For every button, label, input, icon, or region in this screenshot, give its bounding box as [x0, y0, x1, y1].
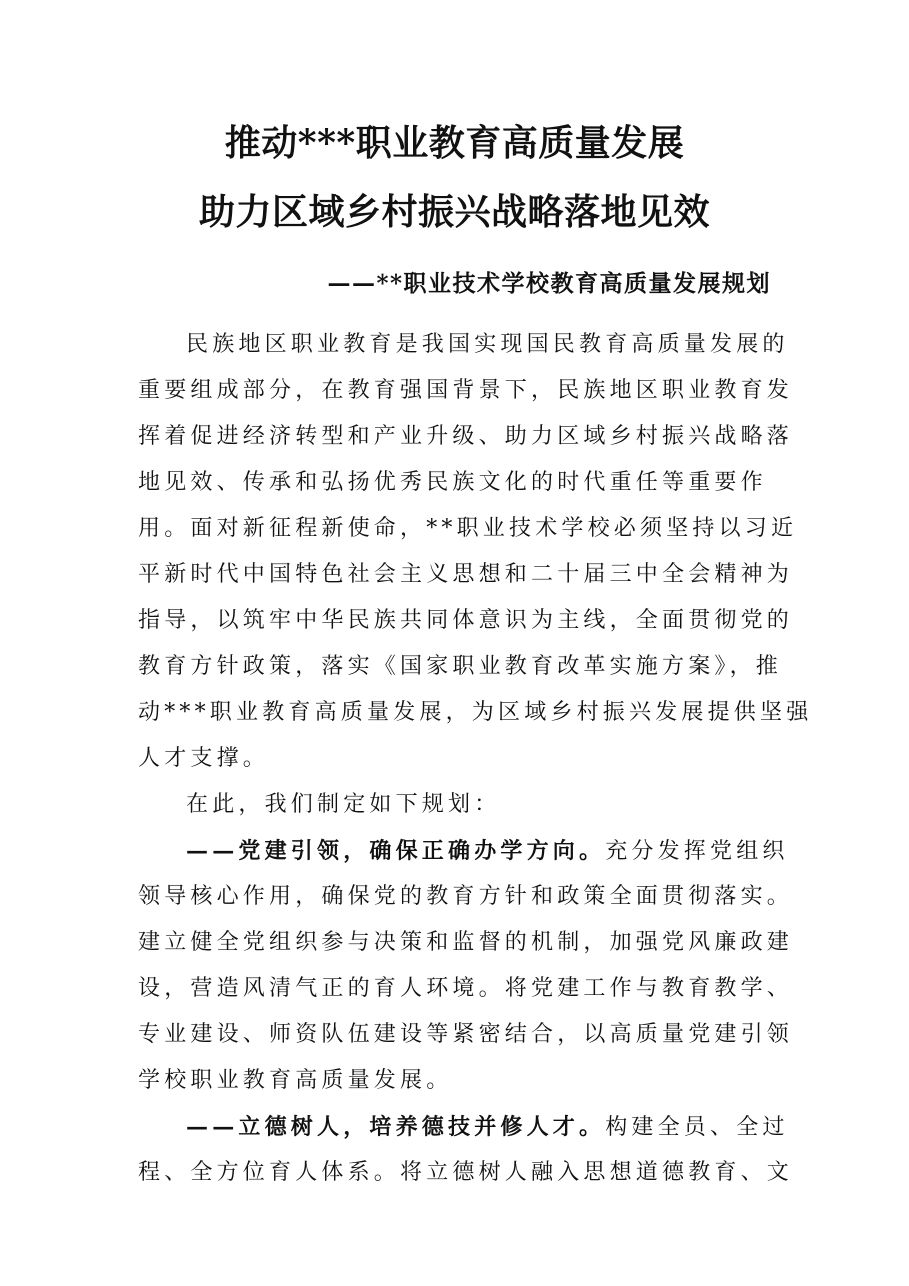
- body-line: 平新时代中国特色社会主义思想和二十届三中全会精神为: [138, 562, 794, 587]
- body-line: 人才支撑。: [138, 746, 270, 771]
- body-line: 程、全方位育人体系。将立德树人融入思想道德教育、文: [138, 1160, 794, 1185]
- body-line: 领导核心作用，确保党的教育方针和政策全面贯彻落实。: [138, 884, 794, 909]
- body-line: 建立健全党组织参与决策和监督的机制，加强党风廉政建: [138, 930, 794, 955]
- section-2-first-line: [138, 1104, 789, 1150]
- document-title-line-1: 推动***职业教育高质量发展: [224, 122, 685, 164]
- body-line: 民族地区职业教育是我国实现国民教育高质量发展的: [186, 332, 789, 357]
- body-line: 专业建设、师资队伍建设等紧密结合，以高质量党建引领: [138, 1022, 794, 1047]
- body-line: 挥着促进经济转型和产业升级、助力区域乡村振兴战略落: [138, 424, 794, 449]
- section-1-text: 充分发挥党组织: [605, 839, 789, 864]
- body-line: 重要组成部分，在教育强国背景下，民族地区职业教育发: [138, 378, 794, 403]
- body-line: 用。面对新征程新使命，**职业技术学校必须坚持以习近: [138, 516, 798, 541]
- section-1-heading: ——党建引领，确保正确办学方向。: [186, 838, 606, 864]
- body-line: 指导，以筑牢中华民族共同体意识为主线，全面贯彻党的: [138, 608, 794, 633]
- document-subtitle: ——**职业技术学校教育高质量发展规划: [327, 270, 771, 297]
- document-body: [138, 322, 813, 1196]
- section-2-text: 构建全员、全过: [605, 1115, 789, 1140]
- body-line: 在此，我们制定如下规划：: [186, 792, 501, 817]
- document-title-line-2: 助力区域乡村振兴战略落地见效: [198, 191, 710, 233]
- body-line: 教育方针政策，落实《国家职业教育改革实施方案》，推: [138, 654, 783, 679]
- body-line: 设，营造风清气正的育人环境。将党建工作与教育教学、: [138, 976, 794, 1001]
- body-line: 动***职业教育高质量发展，为区域乡村振兴发展提供坚强: [138, 700, 813, 725]
- body-line: 地见效、传承和弘扬优秀民族文化的时代重任等重要作: [138, 470, 767, 495]
- body-line: 学校职业教育高质量发展。: [138, 1068, 453, 1093]
- section-2-heading: ——立德树人，培养德技并修人才。: [186, 1114, 606, 1140]
- section-1-first-line: [138, 828, 789, 874]
